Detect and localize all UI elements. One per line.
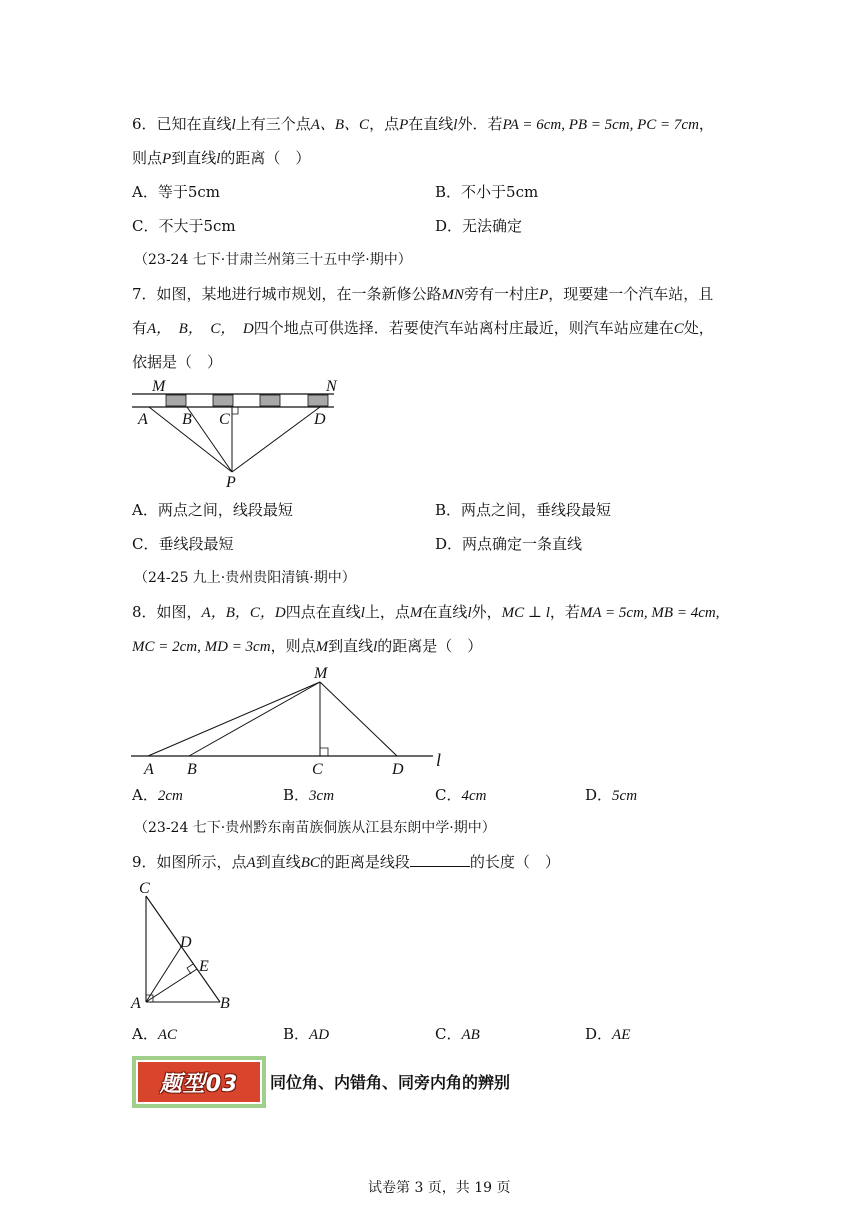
road-block [166,395,186,406]
label-e: E [199,958,209,975]
q9-triangle-figure [125,876,245,1016]
q8-option-c: C．4cm [435,786,487,804]
label-l: l [436,750,442,770]
q9-source: （23-24 七下·贵州黔东南苗族侗族从江县东朗中学·期中） [134,820,496,836]
label-a: A [131,995,141,1012]
label-c: C [139,880,150,897]
q8-line2: MC = 2cm, MD = 3cm，则点M到直线l的距离是（ ） [132,637,483,655]
q6-option-c: C．不大于5cm [132,217,236,235]
label-p: P [226,474,236,491]
label-b: B [187,761,197,778]
q6-option-a: A．等于5cm [132,183,221,201]
road-block [308,395,328,406]
q8-line1: 8．如图，A，B，C，D四点在直线l上，点M在直线l外，MC ⊥ l，若MA = 5cm, MB = 4cm, [132,603,720,621]
q9-option-b: B．AD [283,1025,330,1043]
right-angle-mark [232,407,238,414]
label-d: D [314,411,326,428]
label-a: A [144,761,154,778]
segment-md [320,682,397,756]
q7-option-c: C．垂线段最短 [132,535,234,553]
segment-ma [148,682,320,756]
q9-option-c: C．AB [435,1025,480,1043]
q9-line1: 9．如图所示，点A到直线BC的距离是线段 的长度（ ） [132,853,560,871]
q8-option-b: B．3cm [283,786,335,804]
q6-line1: 6．已知在直线l上有三个点A、B、C，点P在直线l外．若PA = 6cm, PB = 5cm, PC = 7cm， [132,115,714,133]
q9-option-d: D．AE [585,1025,631,1043]
label-m: M [314,665,328,682]
q6-option-b: B．不小于5cm [435,183,539,201]
section-badge [132,1056,266,1108]
q8-option-a: A．2cm [132,786,183,804]
page-footer: 试卷第 3 页，共 19 页 [368,1180,511,1196]
segment-ae [146,969,197,1002]
segment-mb [189,682,320,756]
label-c: C [219,411,230,428]
segment-pd [232,407,320,472]
label-c: C [312,761,323,778]
label-m: M [152,378,166,395]
q9-option-a: A．AC [132,1025,178,1043]
q7-option-a: A．两点之间，线段最短 [132,501,293,519]
road-block [260,395,280,406]
label-d: D [180,934,192,951]
q7-option-d: D．两点确定一条直线 [435,535,583,553]
q7-line3: 依据是（ ） [132,353,223,371]
q8-line-figure [125,660,455,780]
answer-blank[interactable] [410,852,470,867]
label-n: N [326,378,337,395]
section-badge-inner [136,1060,262,1104]
segment-ad [146,944,183,1002]
q7-source: （23-24 七下·甘肃兰州第三十五中学·期中） [134,252,412,268]
road-block [213,395,233,406]
label-a: A [138,411,148,428]
label-b: B [182,411,192,428]
q8-source: （24-25 九上·贵州贵阳清镇·期中） [134,570,356,586]
label-b: B [220,995,230,1012]
q7-line2: 有A， B， C， D四个地点可供选择．若要使汽车站离村庄最近，则汽车站应建在C处， [132,319,714,337]
label-d: D [392,761,404,778]
q7-line1: 7．如图，某地进行城市规划，在一条新修公路MN旁有一村庄P，现要建一个汽车站，且 [132,285,714,303]
section-badge-text: 题型03 [159,1071,239,1097]
q6-option-d: D．无法确定 [435,217,523,235]
right-angle-mark [320,748,328,756]
q7-option-b: B．两点之间，垂线段最短 [435,501,612,519]
section-title: 同位角、内错角、同旁内角的辨别 [270,1073,511,1092]
q6-line2: 则点P到直线l的距离（ ） [132,149,311,167]
q8-option-d: D．5cm [585,786,638,804]
q7-road-figure [120,374,350,492]
